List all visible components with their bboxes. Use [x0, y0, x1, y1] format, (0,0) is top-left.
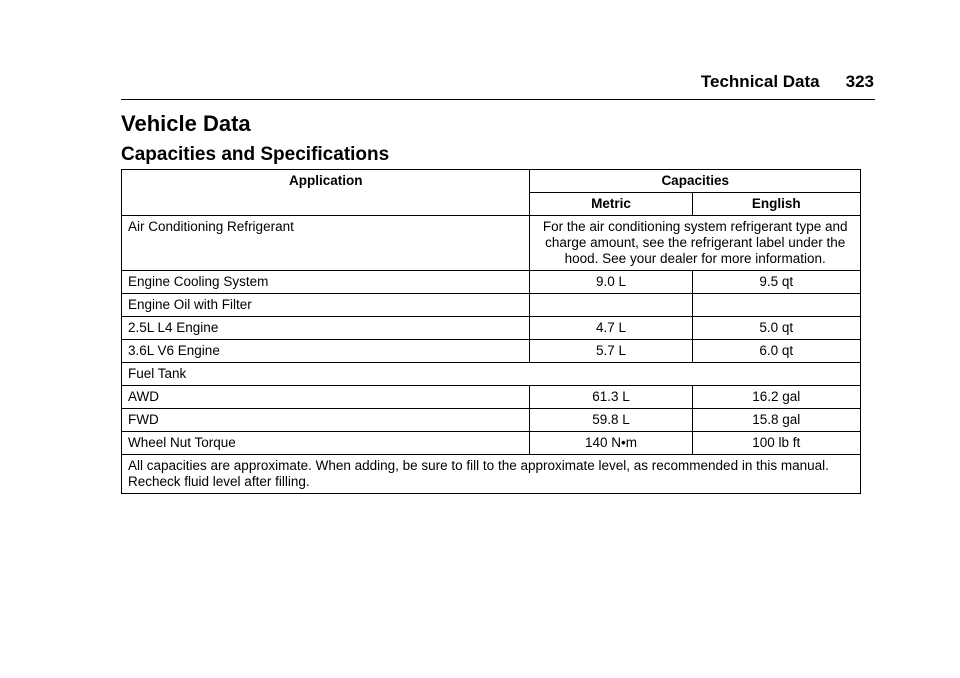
- row-metric: 5.7 L: [530, 340, 692, 363]
- table-row: [122, 363, 861, 386]
- row-english: 6.0 qt: [692, 340, 860, 363]
- row-english: 9.5 qt: [692, 271, 860, 294]
- row-application: Wheel Nut Torque: [122, 432, 530, 455]
- refrigerant-note: For the air conditioning system refrigerant type and charge amount, see the refrigerant label under the hood. See your dealer for more information.: [530, 216, 861, 271]
- row-application: Fuel Tank: [122, 363, 861, 386]
- table-row: [122, 340, 861, 363]
- row-metric: 9.0 L: [530, 271, 692, 294]
- metric-header: Metric: [530, 193, 692, 216]
- english-header: English: [692, 193, 860, 216]
- row-application: Engine Oil with Filter: [122, 294, 530, 317]
- page-number: 323: [845, 72, 874, 91]
- row-metric: 140 N•m: [530, 432, 692, 455]
- row-english: 100 lb ft: [692, 432, 860, 455]
- row-english: 16.2 gal: [692, 386, 860, 409]
- row-application: FWD: [122, 409, 530, 432]
- header-rule: [121, 99, 875, 100]
- table-footnote: All capacities are approximate. When adding, be sure to fill to the approximate level, as recommended in this manual. Recheck fluid level after filling.: [122, 455, 861, 494]
- row-application: AWD: [122, 386, 530, 409]
- row-metric: 61.3 L: [530, 386, 692, 409]
- row-application: Engine Cooling System: [122, 271, 530, 294]
- table-row: [122, 317, 861, 340]
- table-row: [122, 432, 861, 455]
- section-title: Vehicle Data: [121, 111, 251, 136]
- row-application: Air Conditioning Refrigerant: [122, 216, 530, 271]
- row-english: [692, 294, 860, 317]
- capacities-header: Capacities: [530, 170, 861, 193]
- running-header: [701, 72, 874, 92]
- application-header: Application: [122, 170, 530, 216]
- row-application: 3.6L V6 Engine: [122, 340, 530, 363]
- table-row: [122, 216, 861, 271]
- table-row: [122, 455, 861, 494]
- table-row: [122, 294, 861, 317]
- capacities-table: [121, 169, 861, 494]
- table-row: [122, 386, 861, 409]
- row-english: 5.0 qt: [692, 317, 860, 340]
- subsection-title: Capacities and Specifications: [121, 144, 390, 165]
- row-english: 15.8 gal: [692, 409, 860, 432]
- row-application: 2.5L L4 Engine: [122, 317, 530, 340]
- row-metric: [530, 294, 692, 317]
- table-row: [122, 271, 861, 294]
- row-metric: 4.7 L: [530, 317, 692, 340]
- row-metric: 59.8 L: [530, 409, 692, 432]
- chapter-title: Technical Data: [700, 72, 820, 91]
- table-row: [122, 409, 861, 432]
